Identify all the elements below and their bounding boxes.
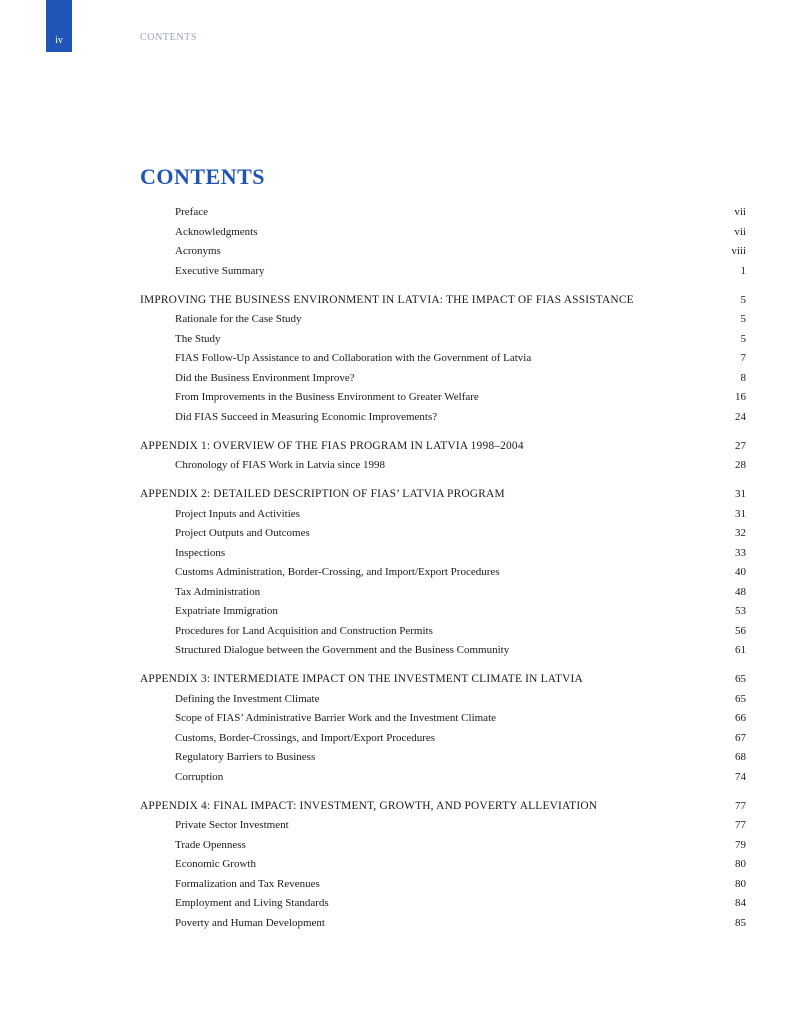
toc-entry xyxy=(140,456,746,476)
toc-entry-page: 80 xyxy=(735,858,746,870)
toc-entry xyxy=(140,310,746,330)
toc-entry-title: Scope of FIAS’ Administrative Barrier Work and the Investment Climate xyxy=(175,712,497,724)
toc-entry-title: APPENDIX 2: DETAILED DESCRIPTION OF FIAS’ LATVIA PROGRAM xyxy=(140,488,505,500)
toc-entry-title: Project Inputs and Activities xyxy=(175,507,300,520)
toc-entry-title: Preface xyxy=(175,206,208,218)
toc-entry xyxy=(140,816,746,836)
toc-entry xyxy=(140,768,746,788)
toc-entry-page: 74 xyxy=(735,770,746,783)
toc-entry-title: APPENDIX 1: OVERVIEW OF THE FIAS PROGRAM IN LATVIA 1998–2004 xyxy=(140,439,524,452)
toc-entry-title: APPENDIX 4: FINAL IMPACT: INVESTMENT, GROWTH, AND POVERTY ALLEVIATION xyxy=(140,799,598,812)
toc-entry-page: 66 xyxy=(735,712,746,724)
toc-entry xyxy=(140,262,746,282)
toc-entry-title: Structured Dialogue between the Government and the Business Community xyxy=(175,644,510,656)
toc-entry xyxy=(140,875,746,895)
toc-entry-page: 65 xyxy=(735,692,746,705)
toc-entry-page: 31 xyxy=(735,488,746,500)
toc-entry-title: Procedures for Land Acquisition and Construction Permits xyxy=(175,624,433,637)
toc-entry xyxy=(140,369,746,389)
toc-entry-title: Chronology of FIAS Work in Latvia since 1998 xyxy=(175,459,386,471)
toc-entry-title: Customs Administration, Border-Crossing, and Import/Export Procedures xyxy=(175,566,500,578)
toc-entry-title: Defining the Investment Climate xyxy=(175,692,320,705)
toc-entry xyxy=(140,855,746,875)
toc-group-gap xyxy=(140,661,746,671)
toc-entry xyxy=(140,914,746,934)
toc-entry-page: 5 xyxy=(740,332,746,345)
toc-entry xyxy=(140,563,746,583)
toc-entry xyxy=(140,729,746,749)
toc-entry-page: 80 xyxy=(735,877,746,890)
toc-entry-title: Inspections xyxy=(175,546,226,559)
toc-entry xyxy=(140,388,746,408)
toc-entry-title: Acknowledgments xyxy=(175,225,258,238)
toc-entry-page: 5 xyxy=(740,313,746,325)
toc-entry-page: 61 xyxy=(735,644,746,656)
toc-entry-title: Private Sector Investment xyxy=(175,819,289,831)
toc-entry xyxy=(140,641,746,661)
toc-entry-page: 28 xyxy=(735,459,746,471)
toc-entry-title: IMPROVING THE BUSINESS ENVIRONMENT IN LATVIA: THE IMPACT OF FIAS ASSISTANCE xyxy=(140,293,634,306)
toc-entry-title: Tax Administration xyxy=(175,585,261,598)
toc-entry-title: From Improvements in the Business Environment to Greater Welfare xyxy=(175,391,479,403)
toc-entry-page: 53 xyxy=(735,605,746,617)
toc-entry-title: The Study xyxy=(175,332,221,345)
toc-entry-page: 1 xyxy=(740,264,746,277)
toc-entry-title: APPENDIX 3: INTERMEDIATE IMPACT ON THE INVESTMENT CLIMATE IN LATVIA xyxy=(140,673,583,685)
toc-entry-title: Executive Summary xyxy=(175,264,265,277)
page-title: CONTENTS xyxy=(140,164,266,189)
toc-entry-page: 56 xyxy=(735,624,746,637)
toc-entry xyxy=(140,524,746,544)
toc-entry-title: Regulatory Barriers to Business xyxy=(175,751,316,763)
toc-entry-title: Expatriate Immigration xyxy=(175,605,278,617)
toc-entry xyxy=(140,408,746,428)
toc-group-gap xyxy=(140,281,746,291)
toc-entry-page: 33 xyxy=(735,546,746,559)
toc-entry-title: Trade Openness xyxy=(175,838,246,851)
toc-entry xyxy=(140,894,746,914)
toc-section-heading xyxy=(140,485,746,505)
toc-entry-page: 16 xyxy=(735,391,746,403)
toc-entry-title: Formalization and Tax Revenues xyxy=(175,877,320,890)
toc-entry-title: Acronyms xyxy=(175,245,221,257)
toc-entry-page: 27 xyxy=(735,439,746,452)
toc-entry xyxy=(140,709,746,729)
toc-entry-page: 48 xyxy=(735,585,746,598)
toc-section-heading xyxy=(140,437,746,457)
toc-entry-page: 68 xyxy=(735,751,746,763)
toc-entry xyxy=(140,505,746,525)
toc-entry-title: Economic Growth xyxy=(175,858,256,870)
toc-group-gap xyxy=(140,427,746,437)
toc-entry xyxy=(140,622,746,642)
toc-entry-title: Corruption xyxy=(175,770,224,783)
toc-entry-title: Did the Business Environment Improve? xyxy=(175,371,355,384)
toc-entry-title: Employment and Living Standards xyxy=(175,897,329,909)
toc-entry-page: 84 xyxy=(735,897,746,909)
toc-entry-title: Poverty and Human Development xyxy=(175,916,325,929)
toc-entry-page: 77 xyxy=(735,819,746,831)
page-number-tab xyxy=(46,0,72,52)
toc-entry-page: 32 xyxy=(735,527,746,539)
toc-section-heading xyxy=(140,291,746,311)
running-head: CONTENTS xyxy=(140,32,198,43)
toc-entry-page: 77 xyxy=(735,799,746,812)
toc-entry-page: 67 xyxy=(735,731,746,744)
toc-entry xyxy=(140,836,746,856)
toc-entry xyxy=(140,223,746,243)
toc-entry-page: 7 xyxy=(740,352,746,364)
toc-section-heading xyxy=(140,797,746,817)
toc-entry xyxy=(140,544,746,564)
toc-entry xyxy=(140,748,746,768)
toc-group-gap xyxy=(140,476,746,486)
toc-entry xyxy=(140,349,746,369)
toc-entry-page: vii xyxy=(734,225,746,238)
toc-entry-page: 5 xyxy=(740,293,746,306)
toc-entry-title: Customs, Border-Crossings, and Import/Export Procedures xyxy=(175,731,436,744)
table-of-contents xyxy=(140,203,746,933)
toc-entry-page: vii xyxy=(734,206,746,218)
toc-entry-page: 65 xyxy=(735,673,746,685)
toc-entry-page: 85 xyxy=(735,916,746,929)
toc-entry-page: 40 xyxy=(735,566,746,578)
toc-entry xyxy=(140,583,746,603)
toc-entry-title: Did FIAS Succeed in Measuring Economic Improvements? xyxy=(175,410,438,423)
toc-entry-page: 31 xyxy=(735,507,746,520)
toc-entry-title: FIAS Follow-Up Assistance to and Collaboration with the Government of Latvia xyxy=(175,352,532,364)
toc-entry-title: Rationale for the Case Study xyxy=(175,313,302,325)
toc-entry-page: 79 xyxy=(735,838,746,851)
toc-group-gap xyxy=(140,787,746,797)
toc-entry-page: 8 xyxy=(740,371,746,384)
toc-section-heading xyxy=(140,670,746,690)
page-number: iv xyxy=(55,35,63,46)
toc-entry xyxy=(140,203,746,223)
toc-entry-title: Project Outputs and Outcomes xyxy=(175,527,310,539)
toc-entry xyxy=(140,242,746,262)
toc-entry xyxy=(140,690,746,710)
toc-entry-page: viii xyxy=(731,245,746,257)
toc-entry xyxy=(140,602,746,622)
toc-entry-page: 24 xyxy=(735,410,746,423)
toc-entry xyxy=(140,330,746,350)
